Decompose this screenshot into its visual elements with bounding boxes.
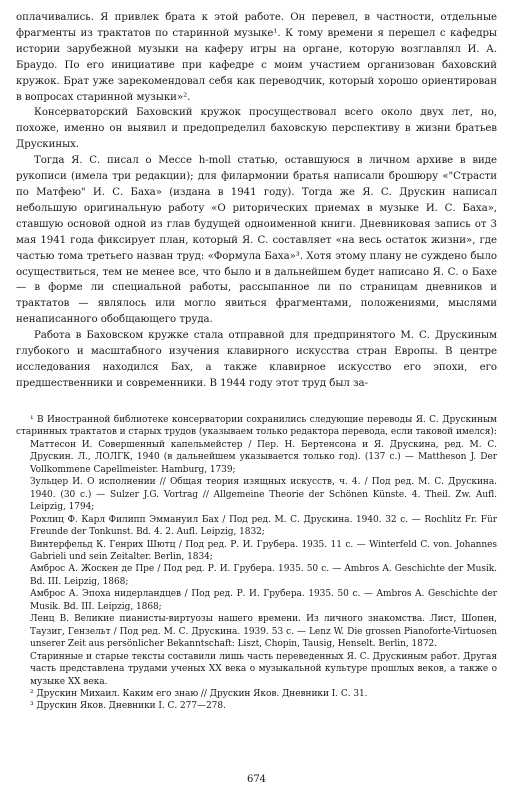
bibliography-entry: Рохлиц Ф. Карл Филипп Эммануил Бах / Под ред. М. С. Друскина. 1940. 32 с. — Rochlitz Fr. Für Freunde der Tonkunst. Bd. 4. 2. Aufl. Leipzig, 1832;	[30, 514, 497, 538]
bibliography-entry: Амброс А. Эпоха нидерландцев / Под ред. Р. И. Грубера. 1935. 50 с. — Ambros A. Geschichte der Musik. Bd. III. Leipzig, 1868;	[30, 589, 497, 612]
bibliography-entry: Ленц В. Великие пианисты-виртуозы нашего времени. Из личного знакомства. Лист, Шопен, Таузиг, Гензельт / Под ред. М. С. Друскина. 1939. 53 с. — Lenz W. Die grossen Pianoforte-Virtuosen unserer Zeit aus persönlicher Bekanntschaft: Liszt, Chopin, Tausig, Henselt. Berlin, 1872.	[30, 614, 497, 650]
page-number: 674	[246, 774, 267, 785]
footnote-3: ³ Друскин Яков. Дневники I. С. 277—278.	[30, 701, 226, 712]
footnotes	[16, 414, 497, 713]
main-text	[16, 10, 497, 392]
footnote-1-intro: ¹ В Иностранной библиотеке консерватории сохранились следующие переводы Я. С. Друскиным старинных трактатов и старых трудов (указываем только редактора перевода, если таковой имелся):	[16, 415, 497, 438]
bibliography-entry: Винтерфельд К. Генрих Шютц / Под ред. Р. И. Грубера. 1935. 11 с. — Winterfeld C. von. Johannes Gabrieli und sein Zeitalter. Berlin, 1834;	[30, 539, 497, 562]
bibliography-entry: Зульцер И. О исполнении // Общая теория изящных искусств, ч. 4. / Под ред. М. С. Друскина. 1940. (30 с.) — Sulzer J.G. Vortrag // Allgemeine Theorie der Schönen Künste. 4. Theil. Zw. Aufl. Leipzig, 1794;	[30, 477, 497, 513]
footnote-1-closing: Старинные и старые тексты составили лишь часть переведенных Я. С. Друскиным работ. Другая часть представлена трудами ученых XX века о музыкальной культуре прошлых веков, а также о музыке XX века.	[30, 651, 497, 687]
bibliography-entry: Амброс А. Жоскен де Пре / Под ред. Р. И. Грубера. 1935. 50 с. — Ambros A. Geschichte der Musik. Bd. III. Leipzig, 1868;	[30, 564, 497, 587]
paragraph-4: Работа в Баховском кружке стала отправной для предпринятого М. С. Друскиным глубокого и масштабного изучения клавирного искусства стран Европы. В центре исследования находился Бах, а также клавирное искусство его эпохи, его предшественники и современники. В 1944 году этот труд был за-	[16, 330, 497, 389]
book-page	[16, 10, 497, 790]
paragraph-1: оплачивались. Я привлек брата к этой работе. Он перевел, в частности, отдельные фрагменты из трактатов по старинной музыке¹. К тому времени я перешел с кафедры истории зарубежной музыки на каферу игры на органе, которую возглавлял И. А. Браудо. По его инициативе при кафедре с моим участием организован баховский кружок. Брат уже зарекомендовал себя как переводчик, который хорошо ориентирован в вопросах старинной музыки»².	[16, 12, 497, 103]
bibliography-entry: Маттесон И. Совершенный капельмейстер / Пер. Н. Бертенсона и Я. Друскина, ред. М. С. Друскин. Л., ЛОЛГК, 1940 (в дальнейшем указывается только год). (137 с.) — Mattheson J. Der Vollkommene Capellmeister. Hamburg, 1739;	[30, 439, 497, 475]
paragraph-2: Консерваторский Баховский кружок просуществовал всего около двух лет, но, похоже, именно он выявил и предопределил баховскую перспективу в жизни братьев Друскиных.	[16, 107, 497, 151]
paragraph-3: Тогда Я. С. писал о Мессе h-moll статью, оставшуюся в личном архиве в виде рукописи (имела три редакции); для филармонии братья написали брошюру «"Страсти по Матфею" И. С. Баха» (издана в 1941 году). Тогда же Я. С. Друскин написал небольшую оригинальную работу «О риторических приемах в музыке И. С. Баха», ставшую основой одной из глав будущей одноименной книги. Дневниковая запись от 3 мая 1941 года фиксирует план, который Я. С. составляет «на весь остаток жизни», где частью тома третьего назван труд: «Формула Баха»³. Хотя этому плану не суждено было осуществиться, тем не менее все, что было и в дальнейшем будет написано Я. С. о Бахе — в форме ли специальной работы, рассыпанное ли по страницам дневников и трактатов — являлось или могло явиться фрагментами, положениями, мыслями ненаписанного обобщающего труда.	[16, 155, 497, 326]
footnote-2: ² Друскин Михаил. Каким его знаю // Друскин Яков. Дневники I. С. 31.	[30, 688, 368, 699]
